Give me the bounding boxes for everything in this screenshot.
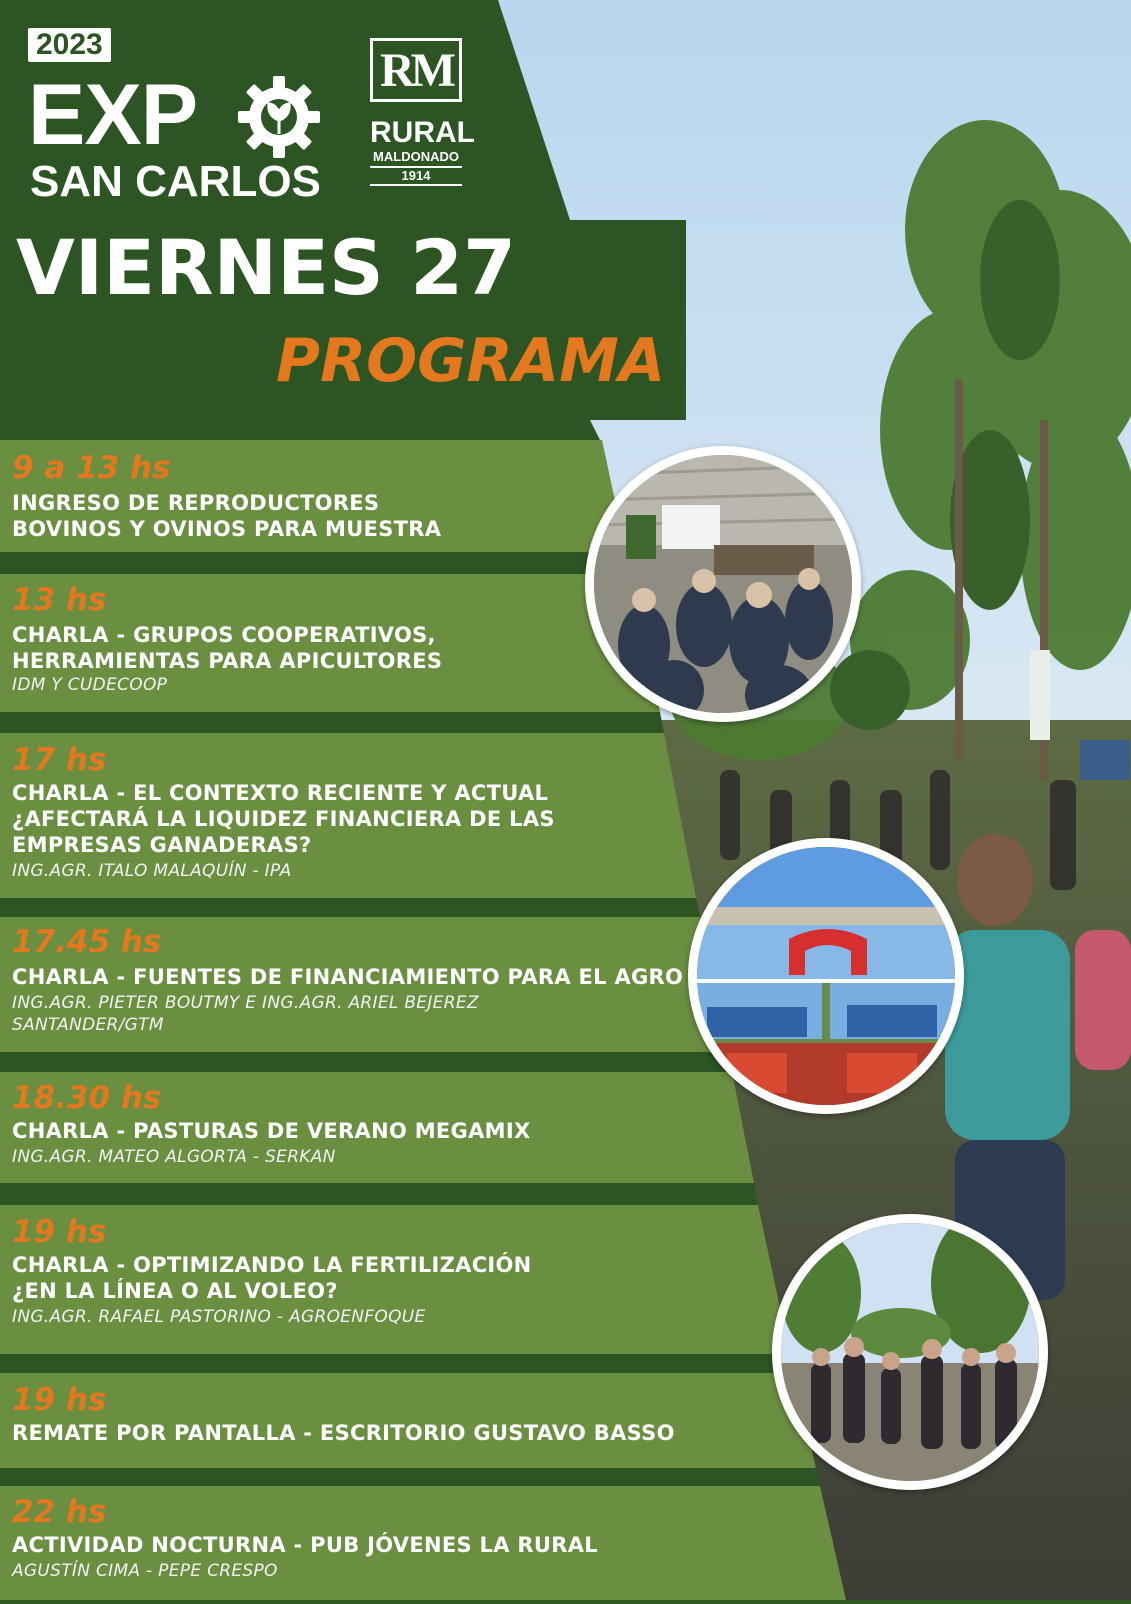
slot-title: CHARLA - FUENTES DE FINANCIAMIENTO PARA EL AGRO bbox=[12, 965, 684, 989]
day-title: VIERNES 27 bbox=[16, 223, 517, 312]
slot-speaker: ING.AGR. PIETER BOUTMY E ING.AGR. ARIEL BEJEREZ bbox=[12, 993, 479, 1013]
slot-speaker: ING.AGR. RAFAEL PASTORINO - AGROENFOQUE bbox=[12, 1307, 426, 1327]
year-badge: 2023 bbox=[28, 28, 111, 62]
slot-title: CHARLA - PASTURAS DE VERANO MEGAMIX bbox=[12, 1119, 531, 1143]
slot-title: ¿AFECTARÁ LA LIQUIDEZ FINANCIERA DE LAS bbox=[12, 807, 555, 831]
slot-title: CHARLA - OPTIMIZANDO LA FERTILIZACIÓN bbox=[12, 1253, 532, 1277]
slot-title: CHARLA - EL CONTEXTO RECIENTE Y ACTUAL bbox=[12, 781, 549, 805]
maldonado-word: MALDONADO bbox=[373, 149, 459, 164]
slot-speaker: SANTANDER/GTM bbox=[12, 1015, 164, 1035]
slot-time: 13 hs bbox=[12, 582, 107, 618]
slot-title: CHARLA - GRUPOS COOPERATIVOS, bbox=[12, 623, 436, 647]
slot-speaker: ING.AGR. ITALO MALAQUÍN - IPA bbox=[12, 861, 292, 881]
slot-title: REMATE POR PANTALLA - ESCRITORIO GUSTAVO BASSO bbox=[12, 1421, 675, 1445]
slot-title: EMPRESAS GANADERAS? bbox=[12, 833, 312, 857]
slot-time: 19 hs bbox=[12, 1214, 107, 1250]
place-word: SAN CARLOS bbox=[30, 157, 321, 206]
founding-year: 1914 bbox=[370, 166, 462, 186]
rural-word: RURAL bbox=[370, 116, 475, 149]
slot-time: 9 a 13 hs bbox=[12, 450, 171, 486]
slot-time: 17.45 hs bbox=[12, 924, 162, 960]
expo-san-carlos-logo bbox=[28, 26, 338, 206]
slot-title: BOVINOS Y OVINOS PARA MUESTRA bbox=[12, 517, 442, 541]
slot-speaker: ING.AGR. MATEO ALGORTA - SERKAN bbox=[12, 1147, 336, 1167]
rm-monogram: RM bbox=[370, 38, 462, 102]
slot-speaker: AGUSTÍN CIMA - PEPE CRESPO bbox=[12, 1561, 278, 1581]
programa-title: PROGRAMA bbox=[276, 326, 666, 396]
slot-time: 17 hs bbox=[12, 742, 107, 778]
photo-crowd-walkway bbox=[772, 1214, 1048, 1490]
rural-maldonado-logo bbox=[370, 38, 475, 186]
slot-speaker: IDM Y CUDECOOP bbox=[12, 675, 168, 695]
slot-time: 18.30 hs bbox=[12, 1080, 162, 1116]
gear-icon bbox=[236, 74, 322, 160]
photo-expo-collage bbox=[688, 838, 964, 1114]
slot-time: 19 hs bbox=[12, 1382, 107, 1418]
photo-talk-audience bbox=[585, 446, 861, 722]
expo-word: EXP bbox=[28, 67, 198, 163]
slot-title: ACTIVIDAD NOCTURNA - PUB JÓVENES LA RURAL bbox=[12, 1533, 598, 1557]
slot-time: 22 hs bbox=[12, 1494, 107, 1530]
slot-title: HERRAMIENTAS PARA APICULTORES bbox=[12, 649, 443, 673]
slot-title: ¿EN LA LÍNEA O AL VOLEO? bbox=[12, 1279, 338, 1303]
slot-title: INGRESO DE REPRODUCTORES bbox=[12, 491, 380, 515]
